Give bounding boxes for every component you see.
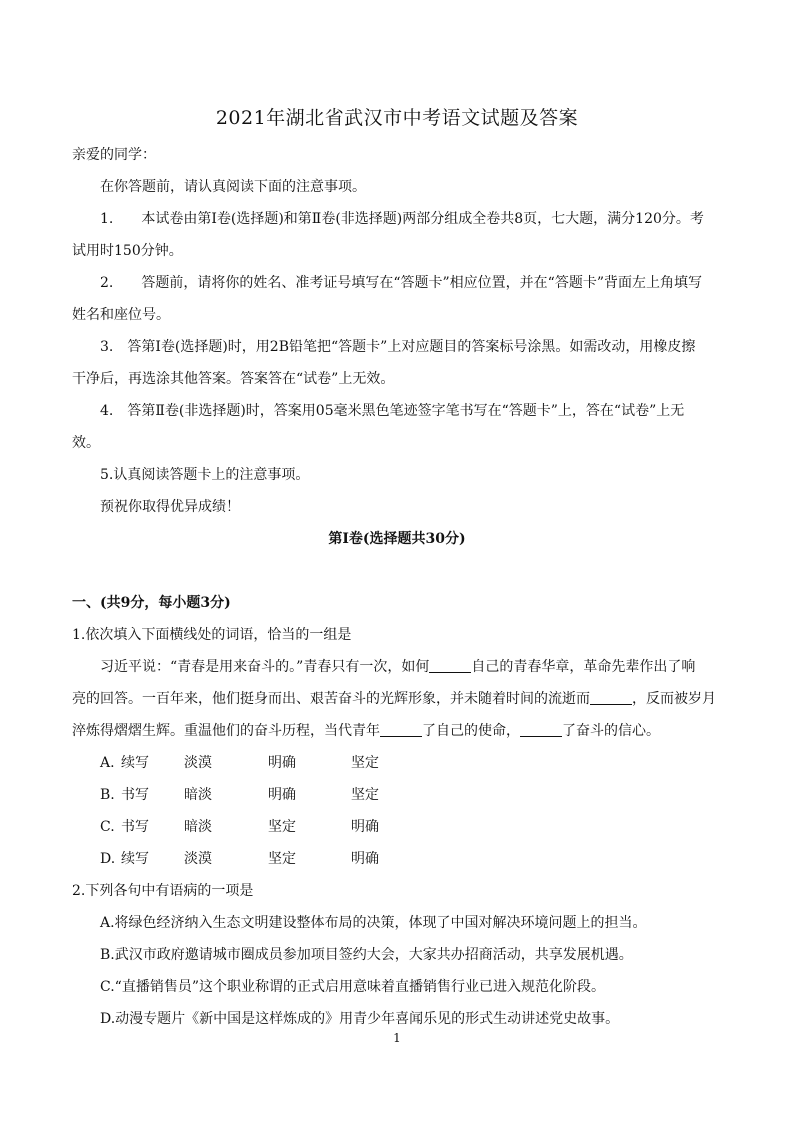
option-word: 明确 <box>268 755 296 771</box>
option-word: 续写 <box>121 755 149 771</box>
section-1-heading: 一、(共9分，每小题3分) <box>72 595 231 611</box>
fill-blank <box>520 722 562 737</box>
volume-heading: 第Ⅰ卷(选择题共30分) <box>328 531 466 547</box>
question-2-stem: 2.下列各句中有语病的一项是 <box>72 883 254 899</box>
passage-text: 习近平说：“青春是用来奋斗的。”青春只有一次，如何 <box>100 659 430 675</box>
option-word: 坚定 <box>268 819 296 835</box>
passage-text: 淬炼得熠熠生辉。重温他们的奋斗历程，当代青年 <box>72 723 380 739</box>
question-2-option-d: D.动漫专题片《新中国是这样炼成的》用青少年喜闻乐见的形式生动讲述党史故事。 <box>100 1011 620 1027</box>
option-word: 暗淡 <box>184 787 212 803</box>
fill-blank <box>429 658 471 673</box>
option-word: 淡漠 <box>184 755 212 771</box>
notice-4-line-2: 效。 <box>72 435 100 451</box>
notice-intro: 在你答题前，请认真阅读下面的注意事项。 <box>100 179 366 195</box>
notice-3-line-1: 3. 答第Ⅰ卷(选择题)时，用2B铅笔把“答题卡”上对应题目的答案标号涂黑。如需改动，用橡皮擦 <box>100 339 696 355</box>
question-2-option-c: C.“直播销售员”这个职业称谓的正式启用意味着直播销售行业已进入规范化阶段。 <box>100 979 605 995</box>
passage-text: 了奋斗的信心。 <box>562 723 660 739</box>
option-label: B. <box>100 787 115 803</box>
option-label: A. <box>100 755 115 771</box>
notice-4-line-1: 4. 答第Ⅱ卷(非选择题)时，答案用05毫米黑色笔迹签字笔书写在“答题卡”上，答在“试卷”上无 <box>100 403 685 419</box>
notice-3-line-2: 干净后，再选涂其他答案。答案答在“试卷”上无效。 <box>72 371 395 387</box>
question-1-passage-line-1 <box>100 657 695 677</box>
option-label: C. <box>100 819 115 835</box>
question-2-option-b: B.武汉市政府邀请城市圈成员参加项目签约大会，大家共办招商活动，共享发展机遇。 <box>100 947 633 963</box>
option-word: 暗淡 <box>184 819 212 835</box>
question-1-stem: 1.依次填入下面横线处的词语，恰当的一组是 <box>72 627 352 643</box>
notice-5: 5.认真阅读答题卡上的注意事项。 <box>100 467 310 483</box>
wish-text: 预祝你取得优异成绩！ <box>100 499 240 515</box>
greeting: 亲爱的同学： <box>72 147 156 163</box>
option-word: 淡漠 <box>184 851 212 867</box>
passage-text: 亮的回答。一百年来，他们挺身而出、艰苦奋斗的光辉形象，并未随着时间的流逝而 <box>72 691 590 707</box>
option-word: 坚定 <box>268 851 296 867</box>
notice-2-line-2: 姓名和座位号。 <box>72 307 170 323</box>
option-word: 坚定 <box>351 755 379 771</box>
option-word: 书写 <box>121 819 149 835</box>
option-word: 明确 <box>268 787 296 803</box>
question-1-passage-line-3 <box>72 721 660 741</box>
option-word: 明确 <box>351 851 379 867</box>
passage-text: 了自己的使命， <box>422 723 520 739</box>
fill-blank <box>590 690 632 705</box>
passage-text: ，反而被岁月 <box>632 691 716 707</box>
option-word: 明确 <box>351 819 379 835</box>
option-label: D. <box>100 851 116 867</box>
fill-blank <box>380 722 422 737</box>
option-word: 书写 <box>121 787 149 803</box>
question-2-option-a: A.将绿色经济纳入生态文明建设整体布局的决策，体现了中国对解决环境问题上的担当。 <box>100 915 647 931</box>
notice-2-line-1: 2. 答题前，请将你的姓名、准考证号填写在“答题卡”相应位置，并在“答题卡”背面左上角填写 <box>100 275 702 291</box>
page-title: 2021年湖北省武汉市中考语文试题及答案 <box>215 107 579 129</box>
notice-1-line-1: 1. 本试卷由第Ⅰ卷(选择题)和第Ⅱ卷(非选择题)两部分组成全卷共8页，七大题，满分120分。考 <box>100 211 704 227</box>
page-number: 1 <box>393 1031 401 1045</box>
option-word: 坚定 <box>351 787 379 803</box>
question-1-passage-line-2 <box>72 689 716 709</box>
passage-text: 自己的青春华章，革命先辈作出了响 <box>471 659 696 675</box>
notice-1-line-2: 试用时150分钟。 <box>72 243 183 259</box>
option-word: 续写 <box>121 851 149 867</box>
